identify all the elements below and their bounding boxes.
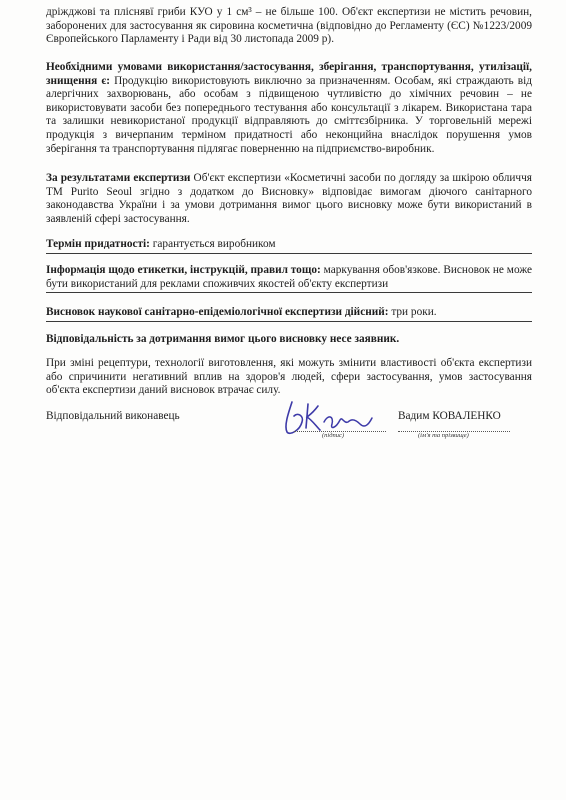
recipe-change-section (46, 357, 532, 398)
responsible-executor-label: Відповідальний виконавець (46, 410, 180, 422)
labeling-heading: Інформація щодо етикетки, інструкцій, правил тощо: (46, 264, 321, 276)
conditions-section (46, 61, 532, 156)
shelf-life-heading: Термін придатності: (46, 238, 150, 250)
shelf-life-text: гарантується виробником (149, 238, 276, 250)
responsibility-heading: Відповідальність за дотримання вимог цього висновку несе заявник. (46, 333, 400, 345)
microbiology-text: дріжджові та пліснявї гриби КУО у 1 см³ – не більше 100. Об'єкт експертизи не містить речовин, заборонених для застосування як сировина косметична (відповідно до Регламенту (ЄС) №1223/2009 Європейського Парламенту і Ради від 30 листопада 2009 р). (46, 6, 532, 46)
section-divider (46, 253, 532, 254)
name-caption: (ім'я та прізвище) (418, 432, 469, 439)
labeling-text: маркування обов'язкове. Висновок не може бути використаний для реклами споживчих якостей об'єкту експертизи (46, 264, 532, 290)
signature-caption: (підпис) (322, 432, 345, 439)
shelf-life-section (46, 238, 532, 254)
section-divider (46, 292, 532, 293)
microbiology-paragraph (46, 6, 532, 47)
results-section (46, 172, 532, 226)
results-heading: За результатами експертизи (46, 172, 191, 184)
section-divider (46, 321, 532, 322)
recipe-change-text: При зміні рецептури, технології виготовлення, які можуть змінити властивості об'єкта експертизи або спричинити негативний вплив на здоров'я людей, сфери застосування, умов застосування об'єкта експертизи даний висновок втрачає силу. (46, 357, 532, 397)
responsibility-section (46, 333, 532, 347)
conditions-text: Продукцію використовують виключно за призначенням. Особам, які страждають від алергічних захворювань, або особам з підвищеною чутливістю до хімічних речовин – не використовувати засоби без попереднього тестування або консультації з лікарем. Використана тара та залишки невикористаної продукції відправляють до сміттєзбірника. У торговельній мережі продукція з вичерпаним терміном придатності або неконцийна внаслідок порушення умов зберігання та транспортування підлягає поверненню на підприємство-виробник. (46, 74, 532, 155)
conditions-heading: Необхідними умовами використання/застосування, зберігання, транспортування, утилізації, знищення є: (46, 61, 532, 87)
signature-block (46, 406, 532, 454)
validity-section (46, 306, 532, 322)
results-text: Об'єкт експертизи «Косметичні засоби по догляду за шкірою обличчя ТМ Purito Seoul згідно з додатком до Висновку» відповідає вимогам діючого санітарного законодавства України і за умови дотримання вимог цього висновку може бути використаний в заявленій сфері застосування. (46, 172, 532, 225)
validity-heading: Висновок наукової санітарно-епідеміологічної експертизи дійсний: (46, 306, 389, 318)
labeling-section (46, 264, 532, 293)
executor-name: Вадим КОВАЛЕНКО (398, 410, 501, 422)
validity-text: три роки. (388, 306, 437, 318)
